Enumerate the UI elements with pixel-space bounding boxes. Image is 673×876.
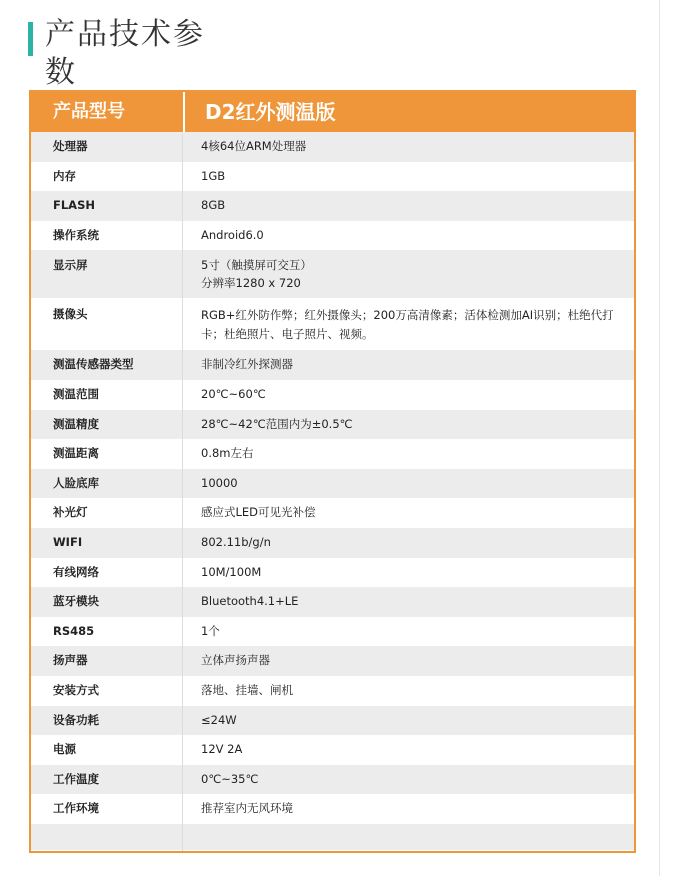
- spec-value: 0.8m左右: [201, 446, 254, 461]
- spec-value: Android6.0: [201, 227, 264, 242]
- spec-label: 操作系统: [53, 227, 99, 242]
- spec-label: 测温距离: [53, 446, 99, 461]
- spec-label: 处理器: [53, 139, 88, 153]
- spec-label: 测温传感器类型: [53, 357, 134, 372]
- table-row: [31, 221, 634, 251]
- spec-value: 落地、挂墙、闸机: [201, 682, 293, 697]
- table-row: [31, 469, 634, 499]
- header-model-name: D2红外测温版: [183, 92, 634, 132]
- table-row: [31, 250, 634, 298]
- table-row: [31, 765, 634, 795]
- spec-label: 补光灯: [53, 505, 88, 520]
- spec-value: RGB+红外防作弊；红外摄像头；200万高清像素；活体检测加AI识别；杜绝代打卡；杜绝照片、电子照片、视频。: [201, 308, 614, 342]
- spec-value: [183, 250, 634, 298]
- spec-value: 1个: [201, 623, 220, 638]
- table-row: [31, 380, 634, 410]
- spec-label: 工作温度: [53, 771, 99, 786]
- table-row: [31, 350, 634, 380]
- spec-label: 有线网络: [53, 564, 99, 579]
- spec-value-line: 5寸（触摸屏可交互）: [201, 258, 312, 273]
- spec-label: 测温范围: [53, 386, 99, 401]
- spec-value: 非制冷红外探测器: [201, 357, 293, 372]
- table-row: [31, 587, 634, 617]
- spec-label: 测温精度: [53, 416, 99, 431]
- spec-value: 10000: [201, 475, 238, 490]
- spec-label: 内存: [53, 168, 76, 183]
- table-row: [31, 132, 634, 162]
- spec-value: ≤24W: [201, 712, 237, 727]
- section-title: 产品技术参数: [45, 17, 205, 90]
- table-row: [31, 735, 634, 765]
- spec-value: Bluetooth4.1+LE: [201, 594, 299, 609]
- spec-label: RS485: [53, 623, 95, 638]
- spec-value: 4核64位ARM处理器: [201, 139, 307, 153]
- spec-value: 802.11b/g/n: [201, 534, 271, 549]
- table-row: [31, 162, 634, 192]
- spec-table: [29, 90, 636, 853]
- table-row: [31, 410, 634, 440]
- header-label: 产品型号: [53, 101, 125, 122]
- spec-value: 立体声扬声器: [201, 653, 270, 668]
- section-heading: [28, 16, 215, 92]
- spec-value: 12V 2A: [201, 742, 243, 757]
- heading-accent-bar: [28, 22, 33, 56]
- spec-label: 人脸底库: [53, 475, 99, 490]
- table-row: [31, 617, 634, 647]
- table-row: [31, 298, 634, 350]
- spec-value: 8GB: [201, 198, 226, 213]
- spec-label: 扬声器: [53, 653, 88, 668]
- spec-value: 28℃~42℃范围内为±0.5℃: [201, 416, 353, 431]
- spec-value: 10M/100M: [201, 564, 262, 579]
- table-row: [31, 706, 634, 736]
- spec-value: 感应式LED可见光补偿: [201, 505, 316, 520]
- spec-label: 蓝牙模块: [53, 594, 99, 609]
- spec-value: 20℃~60℃: [201, 386, 266, 401]
- spec-label: 显示屏: [53, 258, 88, 273]
- spec-label: 安装方式: [53, 682, 99, 697]
- table-row: [31, 676, 634, 706]
- table-row: [31, 794, 634, 824]
- spec-value-line: 分辨率1280 x 720: [201, 276, 301, 291]
- table-row: [31, 528, 634, 558]
- spec-value: 1GB: [201, 168, 226, 183]
- spec-value: 推荐室内无风环境: [201, 801, 293, 816]
- spec-label: FLASH: [53, 198, 95, 213]
- table-row: [31, 646, 634, 676]
- table-row: [31, 191, 634, 221]
- spec-label: 电源: [53, 742, 76, 757]
- spec-label: 工作环境: [53, 801, 99, 816]
- page-edge-line: [659, 0, 660, 876]
- table-header: [31, 92, 634, 132]
- table-row: [31, 439, 634, 469]
- spec-label: 摄像头: [53, 307, 88, 322]
- spec-label: WIFI: [53, 534, 83, 549]
- table-row: [31, 498, 634, 528]
- table-row-empty: [31, 824, 634, 850]
- spec-label: 设备功耗: [53, 712, 99, 727]
- table-row: [31, 558, 634, 588]
- spec-value: 0℃~35℃: [201, 771, 259, 786]
